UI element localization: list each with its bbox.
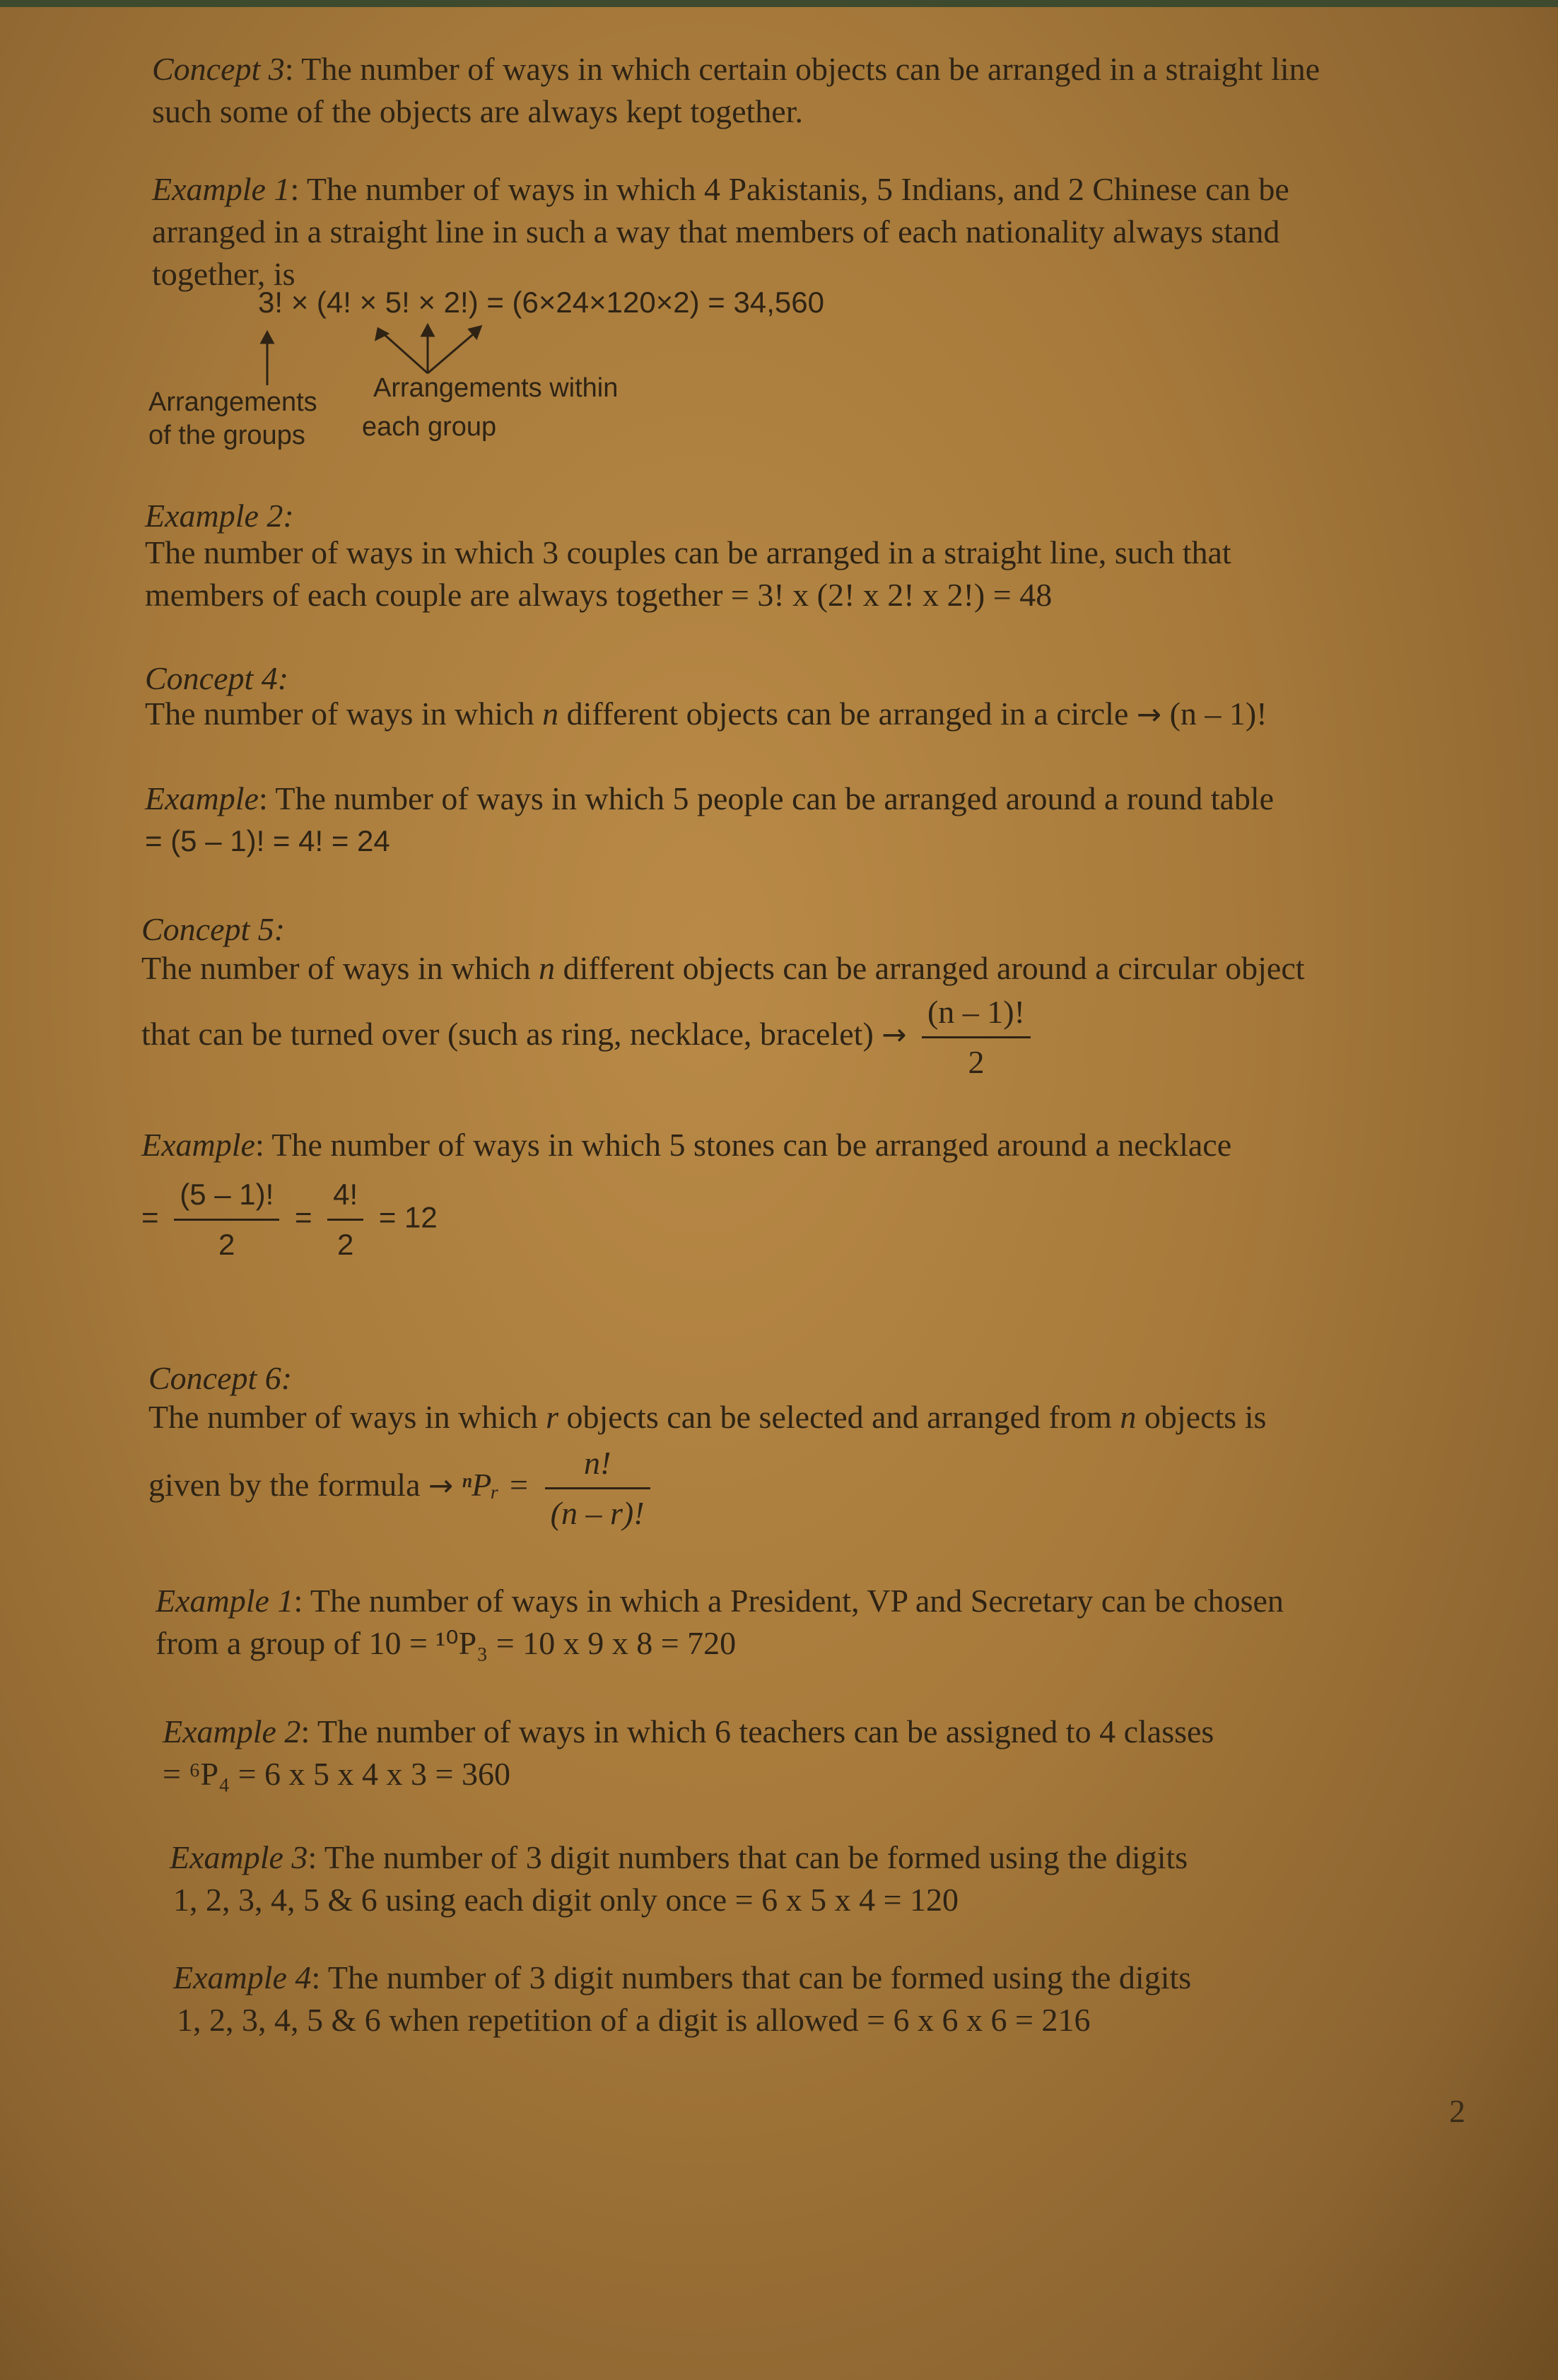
fraction-numerator: n! bbox=[545, 1442, 650, 1489]
concept5-var-n: n bbox=[539, 950, 556, 986]
example-c6-1-text1: : The number of ways in which a President, VP and Secretary can be chosen bbox=[293, 1583, 1284, 1619]
annotation-left-line2: of the groups bbox=[148, 421, 305, 450]
concept6-line2 bbox=[148, 1442, 657, 1535]
example-c6-3-text1: : The number of 3 digit numbers that can be formed using the digits bbox=[308, 1839, 1188, 1875]
fraction-denominator: 2 bbox=[336, 1228, 354, 1261]
example-c6-1-line2: from a group of 10 = ¹⁰P₃ = 10 x 9 x 8 = 720 bbox=[156, 1625, 737, 1661]
concept4-result: (n – 1)! bbox=[1169, 696, 1267, 732]
annotation-right-line1: Arrangements within bbox=[373, 373, 619, 403]
fraction-denominator: 2 bbox=[968, 1044, 985, 1080]
concept5-line1 bbox=[141, 947, 1305, 990]
arrow-icon: → bbox=[428, 1468, 454, 1503]
concept6-text-a: The number of ways in which bbox=[148, 1399, 538, 1435]
example2-line2: members of each couple are always together = 3! x (2! x 2! x 2!) = 48 bbox=[145, 577, 1053, 613]
concept6-var-n: n bbox=[1120, 1399, 1137, 1435]
example-c5-fraction1 bbox=[174, 1173, 279, 1266]
example-c6-2-label: Example 2 bbox=[163, 1713, 301, 1749]
concept6-fraction bbox=[545, 1442, 650, 1535]
concept5-text-2: that can be turned over (such as ring, necklace, bracelet) bbox=[141, 1016, 874, 1053]
example-c6-3-label: Example 3 bbox=[170, 1839, 308, 1875]
example-c5-fraction2 bbox=[327, 1173, 363, 1266]
example1-text1: : The number of ways in which 4 Pakistanis, 5 Indians, and 2 Chinese can be bbox=[290, 171, 1289, 207]
example-c6-2-text1: : The number of ways in which 6 teachers can be assigned to 4 classes bbox=[300, 1713, 1214, 1749]
arrow-icon: → bbox=[882, 1017, 907, 1053]
example-c4-line2: = (5 – 1)! = 4! = 24 bbox=[145, 824, 390, 857]
concept4-text-b: different objects can be arranged in a circle bbox=[566, 696, 1129, 732]
example-c5-text1: : The number of ways in which 5 stones can be arranged around a necklace bbox=[254, 1127, 1232, 1163]
fraction-denominator: (n – r)! bbox=[550, 1495, 645, 1531]
page-number: 2 bbox=[1449, 2093, 1465, 2129]
annotation-left-line1: Arrangements bbox=[148, 387, 317, 417]
example-c6-4-label: Example 4 bbox=[173, 1959, 312, 1995]
example-c5-label: Example bbox=[141, 1127, 255, 1163]
concept4-text-a: The number of ways in which bbox=[145, 696, 534, 732]
arrow-icon: → bbox=[1136, 697, 1162, 732]
equals-sign: = bbox=[294, 1200, 312, 1234]
fraction-numerator: (5 – 1)! bbox=[174, 1173, 279, 1221]
concept5-label: Concept 5: bbox=[141, 911, 286, 947]
concept3-line2: such some of the objects are always kept together. bbox=[152, 93, 803, 129]
example-c6-3-line1 bbox=[170, 1836, 1188, 1879]
example-c6-1-label: Example 1 bbox=[156, 1583, 294, 1619]
concept4-line1 bbox=[145, 693, 1267, 736]
example2-label: Example 2: bbox=[145, 498, 294, 534]
equals-sign: = bbox=[141, 1200, 159, 1234]
example1-formula: 3! × (4! × 5! × 2!) = (6×24×120×2) = 34,560 bbox=[258, 286, 824, 319]
concept5-line2 bbox=[141, 991, 1038, 1084]
concept6-text-b: objects can be selected and arranged from bbox=[566, 1399, 1112, 1435]
concept6-label: Concept 6: bbox=[148, 1360, 293, 1396]
example1-line2: arranged in a straight line in such a way that members of each nationality always stand bbox=[152, 213, 1280, 250]
example1-line3: together, is bbox=[152, 256, 295, 292]
concept6-text-c: objects is bbox=[1144, 1399, 1267, 1435]
concept4-var-n: n bbox=[542, 696, 559, 732]
fraction-numerator: (n – 1)! bbox=[922, 991, 1031, 1038]
concept6-line1 bbox=[148, 1396, 1266, 1438]
example2-line1: The number of ways in which 3 couples can be arranged in a straight line, such that bbox=[145, 534, 1231, 570]
example-c4-line1 bbox=[145, 778, 1274, 820]
example1-label: Example 1 bbox=[152, 171, 291, 207]
example-c6-4-text1: : The number of 3 digit numbers that can be formed using the digits bbox=[311, 1959, 1192, 1995]
concept5-text-b: different objects can be arranged around a circular object bbox=[563, 950, 1305, 986]
concept3-text1: : The number of ways in which certain objects can be arranged in a straight line bbox=[284, 51, 1320, 87]
example-c5-result: = 12 bbox=[378, 1200, 438, 1234]
concept6-var-r: r bbox=[546, 1399, 558, 1435]
concept5-fraction bbox=[922, 991, 1031, 1084]
example-c4-label: Example bbox=[145, 780, 259, 816]
permutation-symbol: ⁿPᵣ = bbox=[461, 1467, 530, 1503]
concept4-label: Concept 4: bbox=[145, 660, 289, 696]
example-c5-line1 bbox=[141, 1124, 1231, 1166]
example-c6-2-line1 bbox=[163, 1711, 1214, 1753]
example-c6-1-line1 bbox=[156, 1580, 1284, 1622]
fraction-numerator: 4! bbox=[327, 1173, 363, 1221]
concept3-label: Concept 3 bbox=[152, 51, 285, 87]
example-c6-3-line2: 1, 2, 3, 4, 5 & 6 using each digit only once = 6 x 5 x 4 = 120 bbox=[173, 1882, 959, 1918]
example-c6-4-line2: 1, 2, 3, 4, 5 & 6 when repetition of a digit is allowed = 6 x 6 x 6 = 216 bbox=[177, 2002, 1091, 2038]
annotation-right-line2: each group bbox=[362, 412, 497, 442]
example-c6-4-line1 bbox=[173, 1957, 1191, 1999]
fraction-denominator: 2 bbox=[218, 1228, 235, 1261]
concept6-text-2: given by the formula bbox=[148, 1467, 421, 1503]
example-c6-2-line2: = ⁶P₄ = 6 x 5 x 4 x 3 = 360 bbox=[163, 1756, 510, 1792]
example-c5-line2 bbox=[141, 1173, 438, 1266]
concept5-text-a: The number of ways in which bbox=[141, 950, 531, 986]
example-c4-text1: : The number of ways in which 5 people can be arranged around a round table bbox=[258, 780, 1275, 816]
